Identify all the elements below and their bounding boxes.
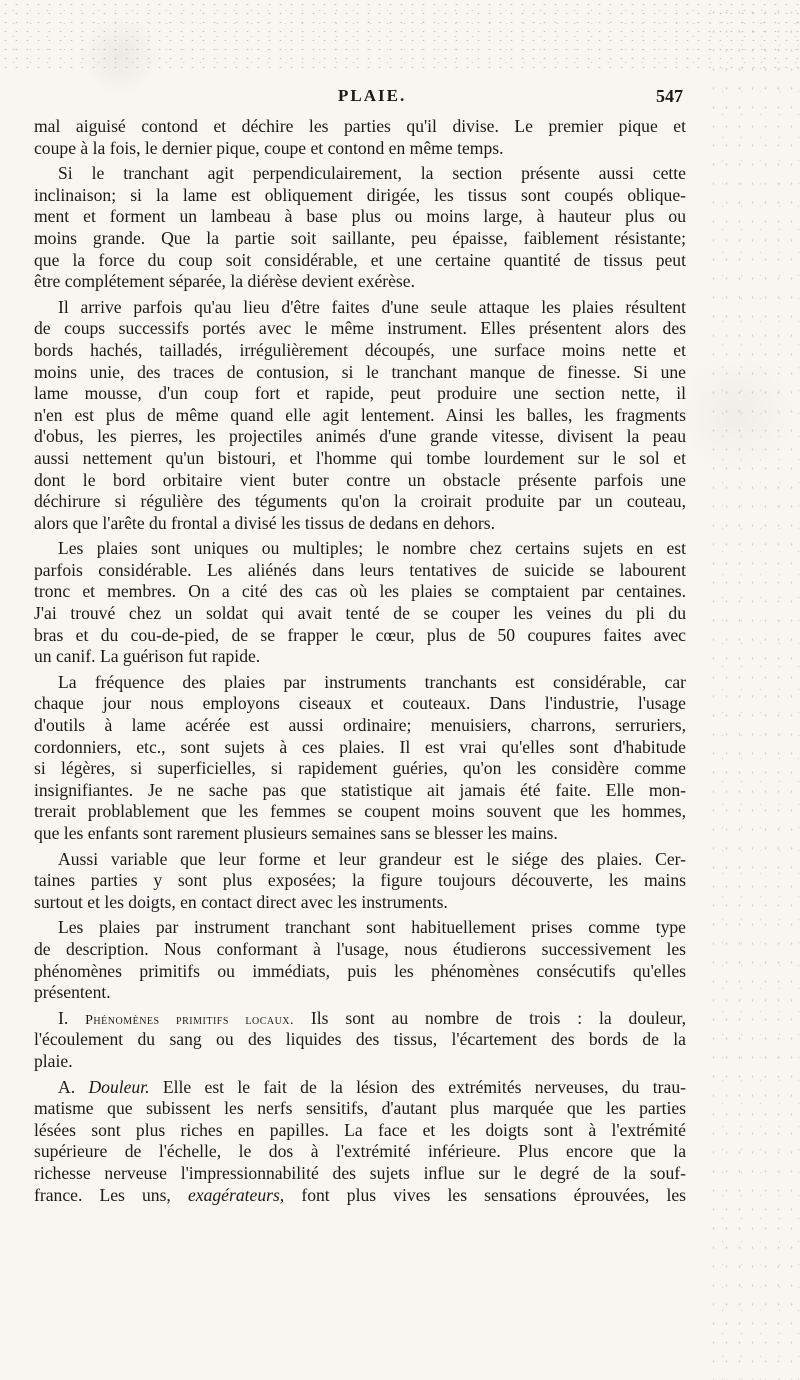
section-numeral: I.: [58, 1007, 69, 1028]
text-line: lame mousse, d'un coup fort et rapide, peut produire une section nette, il: [34, 383, 686, 404]
paragraph: [34, 163, 686, 293]
text-line: Les plaies sont uniques ou multiples; le nombre chez certains sujets en est: [58, 538, 686, 559]
paragraph: [34, 849, 686, 914]
text-fragment: font plus vives les sensations éprouvées, les: [301, 1184, 686, 1205]
text-line: J'ai trouvé chez un soldat qui avait tenté de se couper les veines du pli du: [34, 603, 686, 624]
text-line: ment et forment un lambeau à base plus ou moins large, à hauteur plus ou: [34, 206, 686, 227]
running-title: PLAIE.: [338, 86, 407, 105]
text-line: aussi nettement qu'un bistouri, et l'homme qui tombe lourdement sur le sol et: [34, 447, 686, 468]
text-line: bras et du cou-de-pied, de se frapper le cœur, plus de 50 coupures faites avec: [34, 624, 686, 645]
paragraph: [34, 297, 686, 535]
body-text: [34, 116, 686, 1206]
text-line: Il arrive parfois qu'au lieu d'être faites d'une seule attaque les plaies résultent: [58, 296, 686, 317]
text-line: parfois considérable. Les aliénés dans leurs tentatives de suicide se labourent: [34, 559, 686, 580]
text-line: n'en est plus de même quand elle agit lentement. Ainsi les balles, les fragments: [34, 404, 686, 425]
text-line: [34, 1077, 686, 1099]
text-line: surtout et les doigts, en contact direct avec les instruments.: [34, 891, 448, 912]
text-line: lésées sont plus riches en papilles. La face et les doigts sont à l'extrémité: [34, 1119, 686, 1140]
scan-noise-right: [705, 0, 800, 1380]
text-line: cordonniers, etc., sont sujets à ces plaies. Il est vrai qu'elles sont d'habitude: [34, 736, 686, 757]
text-line: déchirure si régulière des téguments qu'on la croirait produite par un couteau,: [34, 491, 686, 512]
text-line: coupe à la fois, le dernier pique, coupe et contond en même temps.: [34, 137, 504, 158]
text-line: d'outils à lame acérée est aussi ordinaire; menuisiers, charrons, serruriers,: [34, 715, 686, 736]
paragraph: [34, 672, 686, 845]
text-line: présentent.: [34, 982, 111, 1003]
text-line: La fréquence des plaies par instruments tranchants est considérable, car: [58, 671, 686, 692]
scan-noise-top: [0, 0, 800, 70]
text-line: Les plaies par instrument tranchant sont habituellement prises comme type: [58, 917, 686, 938]
paragraph: [34, 917, 686, 1003]
running-header: [0, 86, 800, 110]
text-line: de coups successifs portés avec le même instrument. Elles présentent alors des: [34, 318, 686, 339]
text-line: matisme que subissent les nerfs sensitifs, d'autant plus marquée que les parties: [34, 1098, 686, 1119]
text-line: [34, 1008, 686, 1030]
section-lead-text: Elle est le fait de la lésion des extrémités nerveuses, du trau-: [162, 1076, 686, 1097]
text-line: supérieure de l'échelle, le dos à l'extrémité inférieure. Plus encore que la: [34, 1141, 686, 1162]
italic-term: exagérateurs,: [187, 1184, 285, 1205]
section-lead-text: Ils sont au nombre de trois : la douleur,: [310, 1007, 686, 1028]
text-line: moins grande. Que la partie soit saillante, peu épaisse, faiblement résistante;: [34, 227, 686, 248]
text-line: tronc et membres. On a cité des cas où les plaies se comptaient par centaines.: [34, 581, 686, 602]
text-line: Aussi variable que leur forme et leur grandeur est le siége des plaies. Cer-: [58, 848, 686, 869]
text-line: bords hachés, tailladés, irrégulièrement découpés, une surface moins nette et: [34, 339, 686, 360]
text-line: mal aiguisé contond et déchire les parties qu'il divise. Le premier pique et: [34, 116, 686, 136]
text-line: un canif. La guérison fut rapide.: [34, 646, 261, 667]
section-douleur: [34, 1077, 686, 1207]
text-line: que la force du coup soit considérable, et une certaine quantité de tissus peut: [34, 249, 686, 270]
text-fragment: france. Les uns,: [34, 1184, 171, 1205]
section-phenomenes-primitifs: [34, 1008, 686, 1073]
text-line: alors que l'arête du frontal a divisé les tissus de dedans en dehors.: [34, 512, 495, 533]
text-line: insignifiantes. Je ne sache pas que statistique ait jamais été faite. Elle mon-: [34, 779, 686, 800]
page-number: 547: [656, 86, 683, 106]
text-line: inclinaison; si la lame est obliquement dirigée, les tissus sont coupés oblique-: [34, 184, 686, 205]
text-line: dont le bord orbitaire vient buter contre un obstacle présente parfois une: [34, 469, 686, 490]
paragraph: [34, 538, 686, 668]
text-line: moins unie, des traces de contusion, si le tranchant manque de finesse. Si une: [34, 361, 686, 382]
text-line: phénomènes primitifs ou immédiats, puis les phénomènes consécutifs qu'elles: [34, 960, 686, 981]
section-letter: A.: [58, 1076, 76, 1097]
text-line: richesse nerveuse l'impressionnabilité des sujets influe sur le degré de la souf-: [34, 1162, 686, 1183]
text-line: si légères, si superficielles, si rapidement guéries, qu'on les considère comme: [34, 758, 686, 779]
text-line: être complétement séparée, la diérèse devient exérèse.: [34, 271, 415, 292]
text-line: Si le tranchant agit perpendiculairement, la section présente aussi cette: [58, 163, 686, 184]
section-heading: Douleur.: [88, 1076, 150, 1097]
text-line: chaque jour nous employons ciseaux et couteaux. Dans l'industrie, l'usage: [34, 693, 686, 714]
section-heading: Phénomènes primitifs locaux.: [85, 1012, 295, 1028]
text-line: de description. Nous conformant à l'usage, nous étudierons successivement les: [34, 938, 686, 959]
text-line: [34, 1185, 686, 1207]
text-line: d'obus, les pierres, les projectiles animés d'une grande vitesse, divisent la peau: [34, 426, 686, 447]
text-line: plaie.: [34, 1050, 73, 1071]
text-line: taines parties y sont plus exposées; la figure toujours découverte, les mains: [34, 870, 686, 891]
paragraph: [34, 116, 686, 159]
text-line: l'écoulement du sang ou des liquides des tissus, l'écartement des bords de la: [34, 1029, 686, 1050]
text-line: trerait problablement que les femmes se coupent moins souvent que les hommes,: [34, 801, 686, 822]
text-line: que les enfants sont rarement plusieurs semaines sans se blesser les mains.: [34, 823, 558, 843]
